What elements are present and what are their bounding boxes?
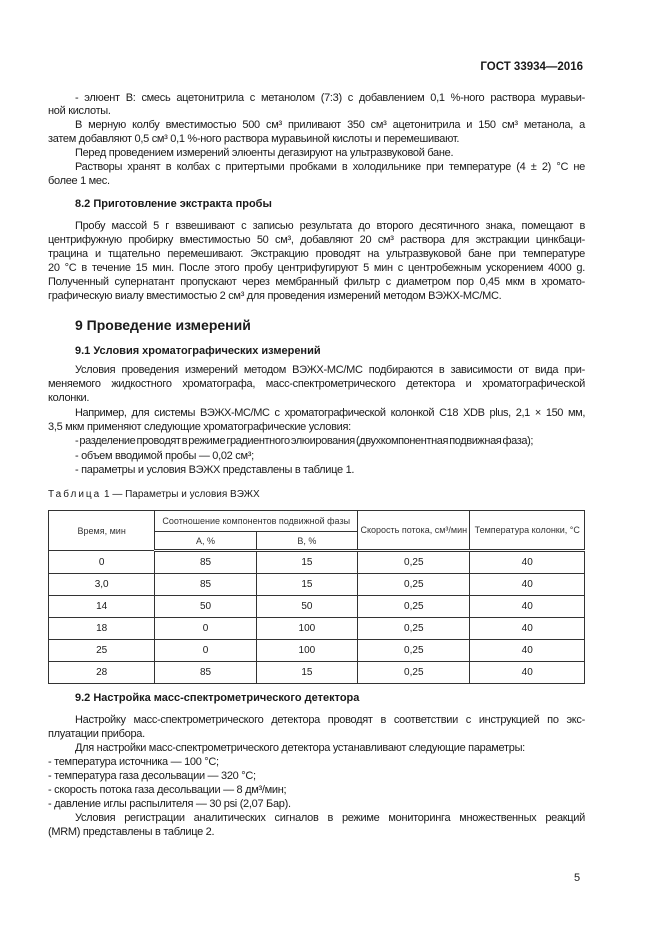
table-cell: 40 bbox=[470, 596, 585, 618]
text-line: ной кислоты. bbox=[48, 105, 111, 117]
table-cell: 0 bbox=[155, 640, 256, 662]
text-line: (MRM) представлены в таблице 2. bbox=[48, 826, 215, 838]
table-cell: 18 bbox=[49, 618, 155, 640]
table-cell: 14 bbox=[49, 596, 155, 618]
text-line: - объем вводимой пробы — 0,02 см³; bbox=[75, 450, 254, 462]
col-header-b: В, % bbox=[256, 532, 357, 551]
col-header-ratio: Соотношение компонентов подвижной фазы bbox=[155, 511, 358, 532]
text-line: - давление иглы распылителя — 30 psi (2,07 Бар). bbox=[48, 798, 291, 810]
text-line: Условия проведения измерений методом ВЭЖХ-МС/МС подбираются в зависимости от вида при- bbox=[75, 364, 585, 376]
table-cell: 0,25 bbox=[358, 574, 470, 596]
text-line: - параметры и условия ВЭЖХ представлены в таблице 1. bbox=[75, 464, 355, 476]
table-caption bbox=[48, 488, 585, 501]
table-cell: 40 bbox=[470, 574, 585, 596]
table-cell: 15 bbox=[256, 551, 357, 574]
table-cell: 40 bbox=[470, 640, 585, 662]
table-cell: 0,25 bbox=[358, 662, 470, 684]
section-heading-8-2: 8.2 Приготовление экстракта пробы bbox=[75, 198, 272, 210]
text-line: центрифужную пробирку вместимостью 50 см³, добавляют 20 см³ раствора для экстракции цинкбаци- bbox=[48, 234, 585, 246]
text-line: Пробу массой 5 г взвешивают с записью результата до второго десятичного знака, помещают в bbox=[75, 220, 585, 232]
col-header-a: А, % bbox=[155, 532, 256, 551]
table-row bbox=[49, 662, 585, 684]
table-cell: 28 bbox=[49, 662, 155, 684]
table-cell: 100 bbox=[256, 640, 357, 662]
text-line: Полученный супернатант пропускают через мембранный фильтр с диаметром пор 0,45 мкм в хромато- bbox=[48, 276, 585, 288]
text-line: плуатации прибора. bbox=[48, 728, 145, 740]
text-line: меняемого жидкостного хроматографа, масс-спектрометрического детектора и хроматографической bbox=[48, 378, 585, 390]
text-line: Для настройки масс-спектрометрического детектора устанавливают следующие параметры: bbox=[75, 742, 525, 754]
table-cell: 15 bbox=[256, 662, 357, 684]
table-cell: 25 bbox=[49, 640, 155, 662]
table-cell: 100 bbox=[256, 618, 357, 640]
table-cell: 50 bbox=[155, 596, 256, 618]
text-line: колонки. bbox=[48, 392, 90, 404]
table-cell: 0,25 bbox=[358, 618, 470, 640]
table-row bbox=[49, 618, 585, 640]
text-line: более 1 мес. bbox=[48, 175, 110, 187]
table-cell: 0 bbox=[155, 618, 256, 640]
section-heading-9-2: 9.2 Настройка масс-спектрометрического детектора bbox=[75, 692, 360, 704]
table-cell: 50 bbox=[256, 596, 357, 618]
text-line: Например, для системы ВЭЖХ-МС/МС с хроматографической колонкой C18 XDB plus, 2,1 × 150 мм, bbox=[75, 407, 585, 419]
table-cell: 40 bbox=[470, 618, 585, 640]
text-line: 20 °С в течение 15 мин. После этого пробу центрифугируют 5 мин с центробежным ускорением 4000 g. bbox=[48, 262, 585, 274]
table-cell: 85 bbox=[155, 574, 256, 596]
text-line: трацина и тщательно перемешивают. Экстракцию проводят на ультразвуковой бане при температуре bbox=[48, 248, 585, 260]
table-row bbox=[49, 551, 585, 574]
table-cell: 0,25 bbox=[358, 596, 470, 618]
table-cell: 0,25 bbox=[358, 640, 470, 662]
table-cell: 3,0 bbox=[49, 574, 155, 596]
text-line: - разделение проводят в режиме градиентного элюирования (двухкомпонентная подвижная фаза); bbox=[75, 435, 534, 447]
table-caption-label: Таблица bbox=[48, 489, 102, 500]
table-caption-text: 1 — Параметры и условия ВЭЖХ bbox=[104, 489, 260, 500]
table-cell: 85 bbox=[155, 662, 256, 684]
page-number: 5 bbox=[574, 872, 581, 884]
text-line: 3,5 мкм применяют следующие хроматографические условия: bbox=[48, 421, 351, 433]
document-header: ГОСТ 33934—2016 bbox=[480, 61, 583, 73]
table-row bbox=[49, 596, 585, 618]
text-line: затем добавляют 0,5 см³ 0,1 %-ного раствора муравьиной кислоты и перемешивают. bbox=[48, 133, 460, 145]
text-line: Условия регистрации аналитических сигналов в режиме мониторинга множественных реакций bbox=[75, 812, 585, 824]
table-row bbox=[49, 574, 585, 596]
col-header-temp: Температура колонки, °С bbox=[470, 511, 585, 551]
col-header-flow: Скорость потока, см³/мин bbox=[358, 511, 470, 551]
section-heading-9: 9 Проведение измерений bbox=[75, 317, 251, 333]
text-line: - температура источника — 100 °С; bbox=[48, 756, 219, 768]
section-heading-9-1: 9.1 Условия хроматографических измерений bbox=[75, 345, 321, 357]
text-line: Перед проведением измерений элюенты дегазируют на ультразвуковой бане. bbox=[75, 147, 454, 159]
table-cell: 40 bbox=[470, 662, 585, 684]
table-cell: 85 bbox=[155, 551, 256, 574]
text-line: Растворы хранят в колбах с притертыми пробками в холодильнике при температуре (4 ± 2) °С не bbox=[75, 161, 585, 173]
table-cell: 0,25 bbox=[358, 551, 470, 574]
table-row bbox=[49, 640, 585, 662]
text-line: графическую виалу вместимостью 2 см³ для проведения измерений методом ВЭЖХ-МС/МС. bbox=[48, 290, 502, 302]
table-cell: 15 bbox=[256, 574, 357, 596]
text-line: - элюент В: смесь ацетонитрила с метанолом (7:3) с добавлением 0,1 %-ного раствора муравьи- bbox=[75, 92, 585, 104]
hplc-parameters-table bbox=[48, 510, 585, 684]
text-line: Настройку масс-спектрометрического детектора проводят в соответствии с инструкцией по экс- bbox=[75, 714, 585, 726]
text-line: - скорость потока газа десольвации — 8 дм³/мин; bbox=[48, 784, 287, 796]
table-cell: 0 bbox=[49, 551, 155, 574]
text-line: В мерную колбу вместимостью 500 см³ приливают 350 см³ ацетонитрила и 150 см³ метанола, а bbox=[75, 119, 585, 131]
text-line: - температура газа десольвации — 320 °С; bbox=[48, 770, 256, 782]
table-cell: 40 bbox=[470, 551, 585, 574]
col-header-time: Время, мин bbox=[49, 511, 155, 551]
